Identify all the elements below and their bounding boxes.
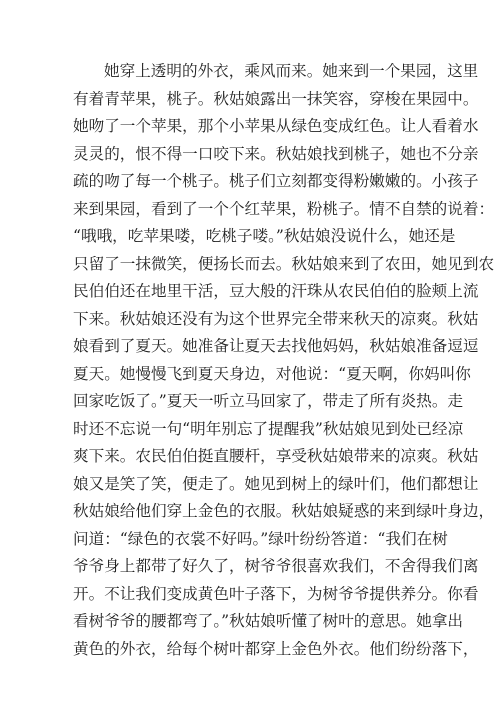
text-line: 下来。秋姑娘还没有为这个世界完全带来秋天的凉爽。秋姑 [73,309,479,328]
text-line: 黄色的外衣，给每个树叶都穿上金色外衣。他们纷纷落下， [73,639,479,658]
text-line: 问道：“绿色的衣裳不好吗。”绿叶纷纷答道：“我们在树 [73,529,448,548]
text-line: 民伯伯还在地里干活，豆大般的汗珠从农民伯伯的脸颊上流 [73,282,479,300]
text-line: 她穿上透明的外衣，乘风而来。她来到一个果园，这里 [104,62,479,80]
text-line: “哦哦，吃苹果喽，吃桃子喽。”秋姑娘没说什么，她还是 [73,227,456,245]
text-line: 夏天。她慢慢飞到夏天身边，对他说：“夏天啊，你妈叫你 [73,364,471,383]
text-line: 回家吃饭了。”夏天一听立马回家了，带走了所有炎热。走 [73,392,464,410]
text-line: 开。不让我们变成黄色叶子落下，为树爷爷提供养分。你看 [73,584,479,603]
text-line: 有着青苹果，桃子。秋姑娘露出一抹笑容，穿梭在果园中。 [73,89,479,108]
text-line: 娘又是笑了笑，便走了。她见到树上的绿叶们，他们都想让 [73,474,479,493]
text-line: 灵灵的，恨不得一口咬下来。秋姑娘找到桃子，她也不分亲 [73,144,479,163]
text-line: 来到果园，看到了一个个红苹果，粉桃子。情不自禁的说着： [73,199,495,218]
text-line: 她吻了一个苹果，那个小苹果从绿色变成红色。让人看着水 [73,117,479,135]
text-line: 时还不忘说一句“明年别忘了提醒我”秋姑娘见到处已经凉 [73,419,464,438]
text-line: 秋姑娘给他们穿上金色的衣服。秋姑娘疑惑的来到绿叶身边， [73,502,495,520]
text-line: 看树爷爷的腰都弯了。”秋姑娘听懂了树叶的意思。她拿出 [73,612,464,630]
paragraph [73,58,495,663]
text-line: 爷爷身上都带了好久了，树爷爷很喜欢我们，不舍得我们离 [73,557,479,575]
text-line: 娘看到了夏天。她准备让夏天去找他妈妈，秋姑娘准备逗逗 [73,337,479,355]
text-line: 只留了一抹微笑，便扬长而去。秋姑娘来到了农田，她见到农 [73,254,495,273]
text-line: 疏的吻了每一个桃子。桃子们立刻都变得粉嫩嫩的。小孩子 [73,172,479,190]
text-line: 爽下来。农民伯伯挺直腰杆，享受秋姑娘带来的凉爽。秋姑 [73,447,479,465]
